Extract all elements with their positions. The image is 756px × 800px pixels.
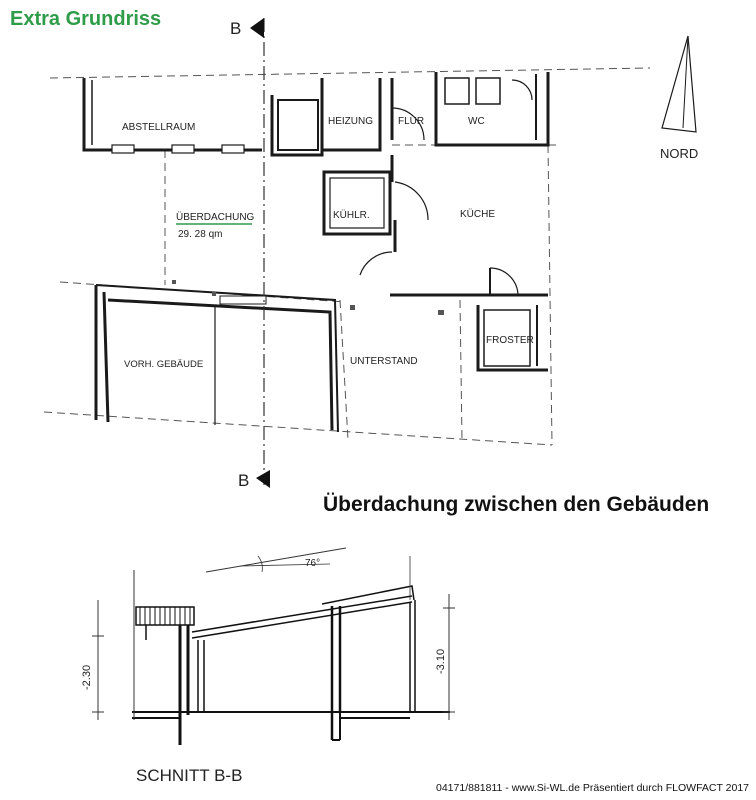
room-label-abstellraum: ABSTELLRAUM: [122, 122, 196, 133]
north-arrow-icon: [662, 36, 696, 132]
room-label-vorh-gebaeude: VORH. GEBÄUDE: [124, 359, 204, 370]
section-drawing: [92, 548, 455, 745]
footer-credit: 04171/881811 - www.Si-WL.de Präsentiert durch FLOWFACT 2017: [436, 782, 750, 794]
room-label-wc: WC: [468, 116, 485, 127]
section-marker-bottom-label: B: [238, 471, 250, 490]
room-label-froster: FROSTER: [486, 335, 534, 346]
page-title: Extra Grundriss: [10, 8, 162, 30]
room-label-kuehlraum: KÜHLR.: [333, 210, 370, 221]
room-label-flur: FLUR: [398, 116, 425, 127]
room-label-heizung: HEIZUNG: [328, 116, 373, 127]
section-title: SCHNITT B-B: [136, 766, 243, 785]
north-label: NORD: [660, 146, 699, 161]
section-marker-top-arrow: [250, 18, 264, 38]
room-label-unterstand: UNTERSTAND: [350, 356, 418, 367]
ueberdachung-area: 29. 28 qm: [178, 229, 223, 240]
section-marker-bottom-arrow: [256, 470, 270, 488]
room-label-ueberdachung: ÜBERDACHUNG: [176, 212, 255, 223]
room-label-kueche: KÜCHE: [460, 209, 496, 220]
section-cut-line: [250, 18, 270, 488]
section-dim-right: -3.10: [435, 648, 447, 674]
page-subtitle: Überdachung zwischen den Gebäuden: [323, 493, 710, 516]
section-dim-left: -2.30: [81, 664, 93, 690]
section-angle-label: 76°: [305, 558, 321, 569]
section-marker-top-label: B: [230, 19, 242, 38]
